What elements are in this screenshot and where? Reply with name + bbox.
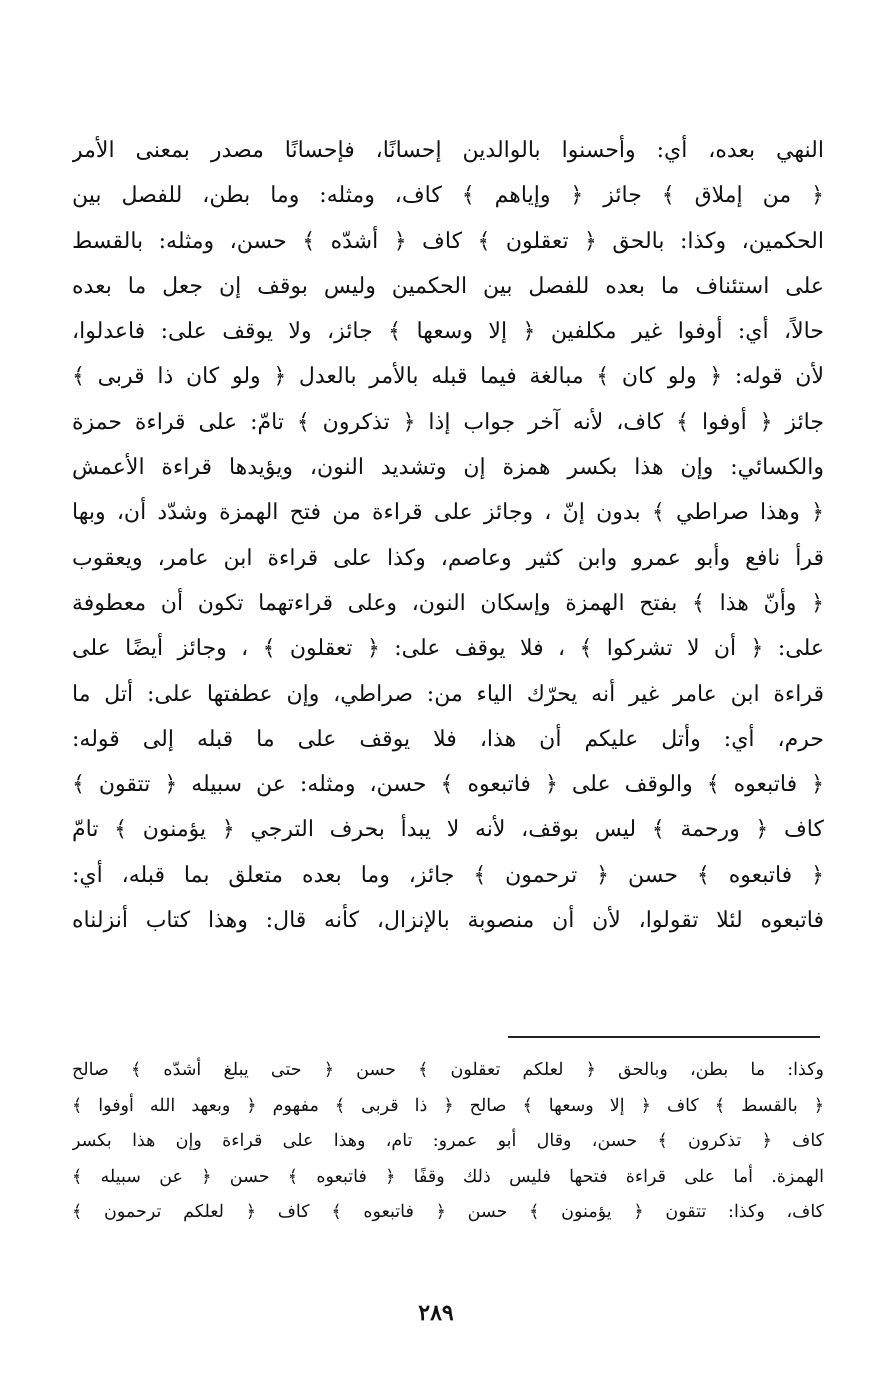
footnotes-section xyxy=(72,1053,824,1231)
text-line: والكسائي: وإن هذا بكسر همزة إن وتشديد النون، ويؤيدها قراءة الأعمش xyxy=(72,455,824,481)
text-line: جائز ﴿ أوفوا ﴾ كاف، لأنه آخر جواب إذا ﴿ تذكرون ﴾ تامّ: على قراءة حمزة xyxy=(72,409,824,435)
text-line: ﴿ من إملاق ﴾ جائز ﴿ وإياهم ﴾ كاف، ومثله: وما بطن، للفصل بين xyxy=(72,183,824,209)
text-line: كاف ﴿ ورحمة ﴾ ليس بوقف، لأنه لا يبدأ بحرف الترجي ﴿ يؤمنون ﴾ تامّ xyxy=(72,817,824,843)
text-line: حالاً، أي: أوفوا غير مكلفين ﴿ إلا وسعها ﴾ جائز، ولا يوقف على: فاعدلوا، xyxy=(72,319,824,345)
text-line: حرم، أي: وأتل عليكم أن هذا، فلا يوقف على ما قبله إلى قوله: xyxy=(72,726,824,752)
text-line: فاتبعوه لئلا تقولوا، لأن أن منصوبة بالإنزال، كأنه قال: وهذا كتاب أنزلناه xyxy=(72,908,824,934)
text-line: قراءة ابن عامر غير أنه يحرّك الياء من: صراطي، وإن عطفتها على: أتل ما xyxy=(72,681,824,707)
text-line: قرأ نافع وأبو عمرو وابن كثير وعاصم، وكذا على قراءة ابن عامر، ويعقوب xyxy=(72,545,824,571)
main-text-body xyxy=(72,128,824,943)
footnote-line: كاف، وكذا: تتقون ﴿ يؤمنون ﴾ حسن ﴿ فاتبعوه ﴾ كاف ﴿ لعلكم ترحمون ﴾ xyxy=(72,1202,824,1222)
text-line: ﴿ فاتبعوه ﴾ والوقف على ﴿ فاتبعوه ﴾ حسن، ومثله: عن سبيله ﴿ تتقون ﴾ xyxy=(72,772,824,798)
footnote-line: ﴿ بالقسط ﴾ كاف ﴿ إلا وسعها ﴾ صالح ﴿ ذا قربى ﴾ مفهوم ﴿ وبعهد الله أوفوا ﴾ xyxy=(72,1095,824,1116)
footnote-line: الهمزة. أما على قراءة فتحها فليس ذلك وقفًا ﴿ فاتبعوه ﴾ حسن ﴿ عن سبيله ﴾ xyxy=(72,1166,824,1187)
text-line: على: ﴿ أن لا تشركوا ﴾ ، فلا يوقف على: ﴿ تعقلون ﴾ ، وجائز أيضًا على xyxy=(72,636,824,662)
text-line: النهي بعده، أي: وأحسنوا بالوالدين إحسانًا، فإحسانًا مصدر بمعنى الأمر xyxy=(72,138,824,163)
footnote-line: كاف ﴿ تذكرون ﴾ حسن، وقال أبو عمرو: تام، وهذا على قراءة وإن هذا بكسر xyxy=(72,1131,824,1151)
footnote-divider xyxy=(508,1036,820,1038)
text-line: على استئناف ما بعده للفصل بين الحكمين وليس بوقف إن جعل ما بعده xyxy=(72,273,824,299)
text-line: ﴿ وأنّ هذا ﴾ بفتح الهمزة وإسكان النون، وعلى قراءتهما تكون أن معطوفة xyxy=(72,590,824,616)
text-line: ﴿ وهذا صراطي ﴾ بدون إنّ ، وجائز على قراءة من فتح الهمزة وشدّد أن، وبها xyxy=(72,500,824,526)
footnote-line: وكذا: ما بطن، وبالحق ﴿ لعلكم تعقلون ﴾ حسن ﴿ حتى يبلغ أشدّه ﴾ صالح xyxy=(72,1060,824,1080)
page-number: ٢٨٩ xyxy=(418,1300,454,1326)
text-line: ﴿ فاتبعوه ﴾ حسن ﴿ ترحمون ﴾ جائز، وما بعده متعلق بما قبله، أي: xyxy=(72,862,824,888)
text-line: الحكمين، وكذا: بالحق ﴿ تعقلون ﴾ كاف ﴿ أشدّه ﴾ حسن، ومثله: بالقسط xyxy=(72,228,824,254)
text-line: لأن قوله: ﴿ ولو كان ﴾ مبالغة فيما قبله بالأمر بالعدل ﴿ ولو كان ذا قربى ﴾ xyxy=(72,364,824,390)
